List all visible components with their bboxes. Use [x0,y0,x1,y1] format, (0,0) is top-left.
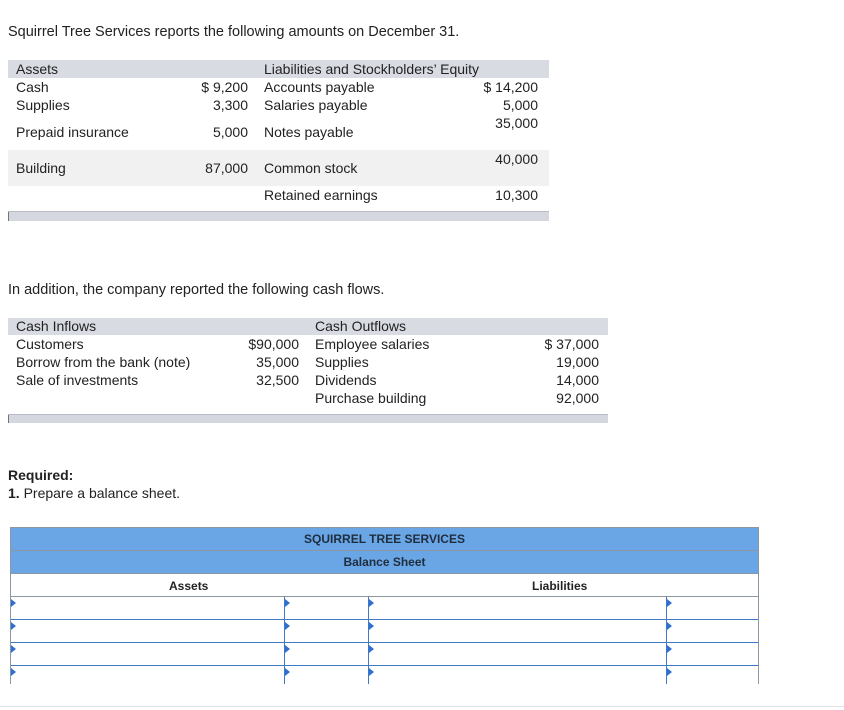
liabilities-header: Liabilities and Stockholders’ Equity [264,61,480,77]
balance-sheet-row [11,643,758,666]
asset-amount-input[interactable] [285,597,369,619]
balance-sheet-liabilities-header: Liabilities [532,579,588,593]
asset-value: 3,300 [212,97,248,113]
cashflow-table-header-band [8,318,608,335]
outflow-value: 14,000 [556,372,599,388]
outflow-value: 19,000 [556,354,599,370]
asset-amount-input[interactable] [285,666,369,684]
outflow-label: Supplies [315,354,369,370]
liability-value: 10,300 [495,187,538,203]
inflow-label: Borrow from the bank (note) [16,354,191,370]
liability-amount-input[interactable] [667,597,758,619]
liability-value: 5,000 [502,97,538,113]
liability-account-input[interactable] [369,597,667,619]
liability-amount-input[interactable] [667,666,758,684]
liability-label: Salaries payable [264,97,368,113]
balance-sheet-row [11,666,758,684]
cashflow-table-footer [8,414,608,423]
inflow-value: 35,000 [256,354,299,370]
asset-value: $ 9,200 [201,79,248,95]
balance-sheet-form [10,527,759,684]
page-bottom-divider [0,706,844,707]
outflow-value: 92,000 [556,390,599,406]
amounts-table-footer [8,211,549,221]
outflow-label: Dividends [315,372,377,388]
balance-sheet-company: SQUIRREL TREE SERVICES [11,528,758,551]
liability-account-input[interactable] [369,666,667,684]
liability-amount-input[interactable] [667,643,758,665]
liability-account-input[interactable] [369,620,667,642]
asset-label: Building [16,160,66,176]
liability-label: Retained earnings [264,187,378,203]
liability-account-input[interactable] [369,643,667,665]
balance-sheet-assets-header: Assets [169,579,209,593]
inflow-label: Sale of investments [16,372,139,388]
asset-account-input[interactable] [11,620,285,642]
outflows-header: Cash Outflows [315,318,407,334]
balance-sheet-title: Balance Sheet [11,551,758,574]
balance-sheet-column-headers [11,574,758,597]
liability-value: 35,000 [495,115,538,131]
outflow-value: $ 37,000 [544,336,599,352]
outflow-label: Employee salaries [315,336,430,352]
liability-amount-input[interactable] [667,620,758,642]
inflows-header: Cash Inflows [16,318,97,334]
asset-value: 5,000 [212,124,248,140]
balance-sheet-row [11,597,758,620]
required-item-text: Prepare a balance sheet. [23,485,181,501]
asset-amount-input[interactable] [285,620,369,642]
required-item-number: 1. [8,485,20,501]
asset-amount-input[interactable] [285,643,369,665]
required-heading: Required: [8,467,74,483]
liability-value: $ 14,200 [483,79,538,95]
asset-label: Prepaid insurance [16,124,129,140]
balance-sheet-row [11,620,758,643]
asset-label: Cash [16,79,49,95]
cashflow-intro-text: In addition, the company reported the following cash flows. [8,282,385,298]
intro-text: Squirrel Tree Services reports the following amounts on December 31. [8,24,460,40]
inflow-value: 32,500 [256,372,299,388]
inflow-label: Customers [16,336,84,352]
assets-header: Assets [16,61,59,77]
required-item [8,485,180,501]
liability-label: Accounts payable [264,79,375,95]
liability-value: 40,000 [495,151,538,167]
liability-label: Notes payable [264,124,354,140]
asset-account-input[interactable] [11,597,285,619]
asset-account-input[interactable] [11,643,285,665]
liability-label: Common stock [264,160,358,176]
asset-account-input[interactable] [11,666,285,684]
outflow-label: Purchase building [315,390,427,406]
inflow-value: $90,000 [248,336,299,352]
asset-label: Supplies [16,97,70,113]
asset-value: 87,000 [205,160,248,176]
